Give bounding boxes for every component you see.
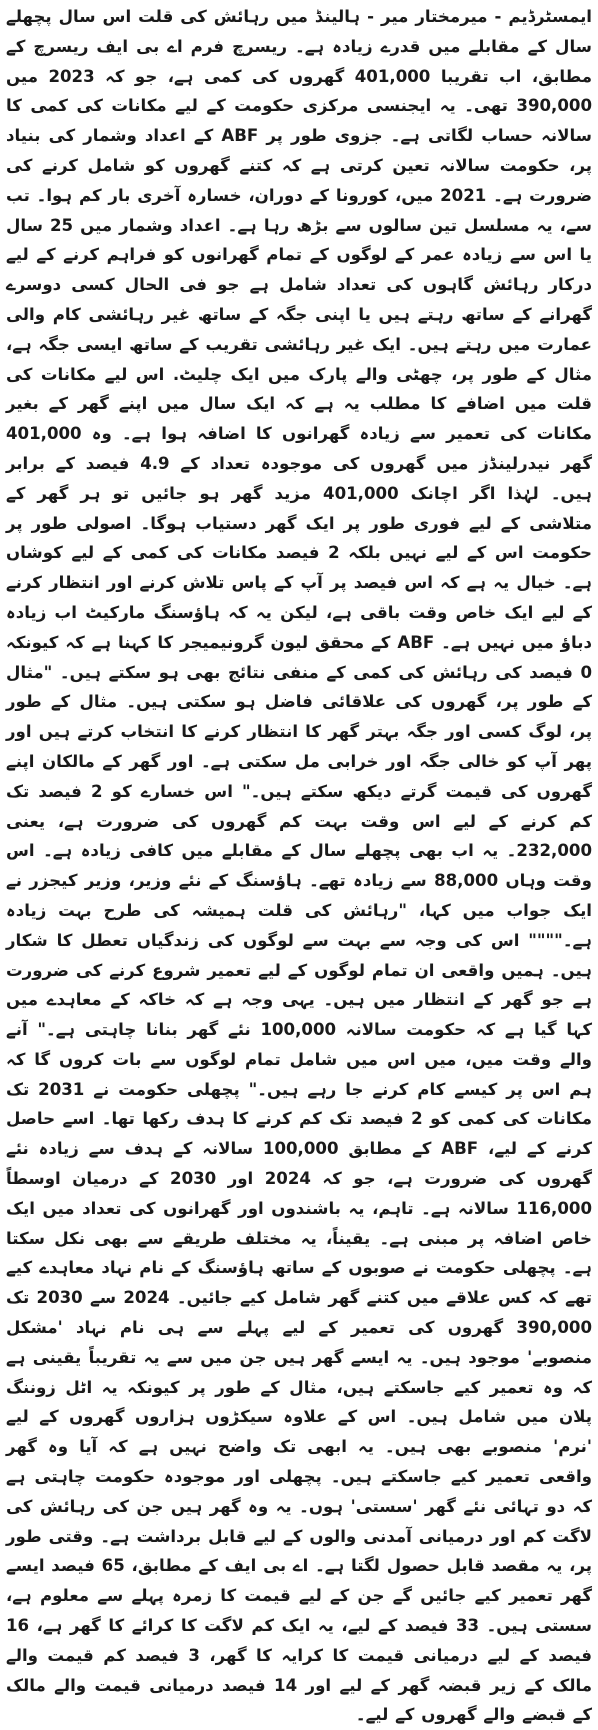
article-body-text: ایمسٹرڈیم - میرمختار میر - ہالینڈ میں رہائش کی قلت اس سال پچھلے سال کے مقابلے میں قدرے زیادہ ہے۔ ریسرچ فرم اے بی ایف ریسرچ کے مطابق، اب تقریبا 401,000 گھروں کی کمی ہے، جو کہ 2023 میں 390,000 تھی۔ یہ ایجنسی مرکزی حکومت کے لیے مکانات کی کمی کا سالانہ حساب لگاتی ہے۔ جزوی طور پر ABF کے اعداد وشمار کی بنیاد پر، حکومت سالانہ تعین کرتی ہے کہ کتنے گھروں کو شامل کرنے کی ضرورت ہے۔ 2021 میں، کورونا کے دوران، خسارہ آخری بار کم ہوا۔ تب سے، یہ مسلسل تین سالوں سے بڑھ رہا ہے۔ اعداد وشمار میں 25 سال یا اس سے زیادہ عمر کے لوگوں کے تمام گھرانوں کو فراہم کرنے کے لیے درکار رہائش گاہوں کی تعداد شامل ہے جو فی الحال کسی دوسرے گھرانے کے ساتھ رہتے ہیں یا اپنی جگہ کے ساتھ غیر رہائشی کام والی عمارت میں رہتے ہیں۔ ایک غیر رہائشی تقریب کے ساتھ ایسی جگہ ہے، مثال کے طور پر، چھٹی والے پارک میں ایک چلیٹ. اس لیے مکانات کی قلت میں اضافے کا مطلب یہ ہے کہ ایک سال میں اپنے گھر کے بغیر مکانات کی تعمیر سے زیادہ گھرانوں کا اضافہ ہوا ہے۔ وہ 401,000 گھر نیدرلینڈز میں گھروں کی موجودہ تعداد کے 4.9 فیصد کے برابر ہیں۔ لہٰذا اگر اچانک 401,000 مزید گھر ہو جائیں تو ہر گھر کے متلاشی کے لیے فوری طور پر ایک گھر دستیاب ہوگا۔ اصولی طور پر حکومت اس کے لیے نہیں بلکہ 2 فیصد مکانات کی کمی کے لیے کوشاں ہے۔ خیال یہ ہے کہ اس فیصد پر آپ کے پاس تلاش کرنے اور انتظار کرنے کے لیے ایک خاص وقت باقی ہے، لیکن یہ کہ ہاؤسنگ مارکیٹ اب زیادہ دباؤ میں نہیں ہے۔ ABF کے محقق لیون گرونیمیجر کا کہنا ہے کہ کیونکہ 0 فیصد کی رہائش کی کمی کے منفی نتائج بھی ہو سکتے ہیں۔ "مثال کے طور پر، گھروں کی علاقائی فاضل ہو سکتی ہیں۔ مثال کے طور پر، لوگ کسی اور جگہ بہتر گھر کا انتظار کرنے کا انتخاب کرتے ہیں اور پھر آپ کو خالی جگہ اور خرابی مل سکتی ہے۔ اور گھر کے مالکان اپنے گھروں کی قیمت گرتے دیکھ سکتے ہیں۔" اس خسارے کو 2 فیصد تک کم کرنے کے لیے اس وقت بہت کم گھروں کی ضرورت ہے، یعنی 232,000۔ یہ اب بھی پچھلے سال کے مقابلے میں کافی زیادہ ہے۔ اس وقت وہاں 88,000 سے زیادہ تھے۔ ہاؤسنگ کے نئے وزیر، وزیر کیجزر نے ایک جواب میں کہا، "رہائش کی قلت ہمیشہ کی طرح بہت زیادہ ہے۔"""" اس کی وجہ سے بہت سے لوگوں کی زندگیاں تعطل کا شکار ہیں۔ ہمیں واقعی ان تمام لوگوں کے لیے تعمیر شروع کرنے کی ضرورت ہے جو گھر کے انتظار میں ہیں۔ یہی وجہ ہے کہ خاکہ کے معاہدے میں کہا گیا ہے کہ حکومت سالانہ 100,000 نئے گھر بنانا چاہتی ہے۔" آنے والے وقت میں، میں اس میں شامل تمام لوگوں سے بات کروں گا کہ ہم اس پر کیسے کام کرنے جا رہے ہیں۔" پچھلی حکومت نے 2031 تک مکانات کی کمی کو 2 فیصد تک کم کرنے کا ہدف رکھا تھا۔ اسے حاصل کرنے کے لیے، ABF کے مطابق 100,000 سالانہ کے ہدف سے زیادہ نئے گھروں کی ضرورت ہے، جو کہ 2024 اور 2030 کے درمیان اوسطاً 116,000 سالانہ ہے۔ تاہم، یہ باشندوں اور گھرانوں کی تعداد میں ایک خاص اضافہ پر مبنی ہے۔ یقیناً، یہ مختلف طریقے سے بھی نکل سکتا ہے۔ پچھلی حکومت نے صوبوں کے ساتھ ہاؤسنگ کے نام نہاد معاہدے کیے تھے کہ کس علاقے میں کتنے گھر شامل کیے جائیں۔ 2024 سے 2030 تک 390,000 گھروں کی تعمیر کے لیے پہلے سے ہی نام نہاد 'مشکل منصوبے' موجود ہیں۔ یہ ایسے گھر ہیں جن میں سے یہ تقریباً یقینی ہے کہ وہ تعمیر کیے جاسکتے ہیں، مثال کے طور پر کیونکہ یہ اٹل زوننگ پلان میں شامل ہیں۔ اس کے علاوہ سیکڑوں ہزاروں گھروں کے لیے 'نرم' منصوبے بھی ہیں۔ یہ ابھی تک واضح نہیں ہے کہ آیا وہ گھر واقعی تعمیر کیے جاسکتے ہیں۔ پچھلی اور موجودہ حکومت چاہتی ہے کہ دو تہائی نئے گھر 'سستی' ہوں۔ یہ وہ گھر ہیں جن کی رہائش کی لاگت کم اور درمیانی آمدنی والوں کے لیے قابل برداشت ہے۔ وقتی طور پر، یہ مقصد قابل حصول لگتا ہے۔ اے بی ایف کے مطابق، 65 فیصد ایسے گھر تعمیر کیے جائیں گے جن کے لیے قیمت کا زمرہ پہلے سے معلوم ہے، سستی ہیں۔ 33 فیصد کے لیے، یہ ایک کم لاگت کا کرائے کا گھر ہے، 16 فیصد کے لیے درمیانی قیمت کا کرایہ کا گھر، 3 فیصد کم قیمت والے مالک کے زیر قبضہ گھر کے لیے اور 14 فیصد درمیانی قیمت والے مالک کے قبضے والے گھروں کے لیے۔ [6,7,593,1725]
